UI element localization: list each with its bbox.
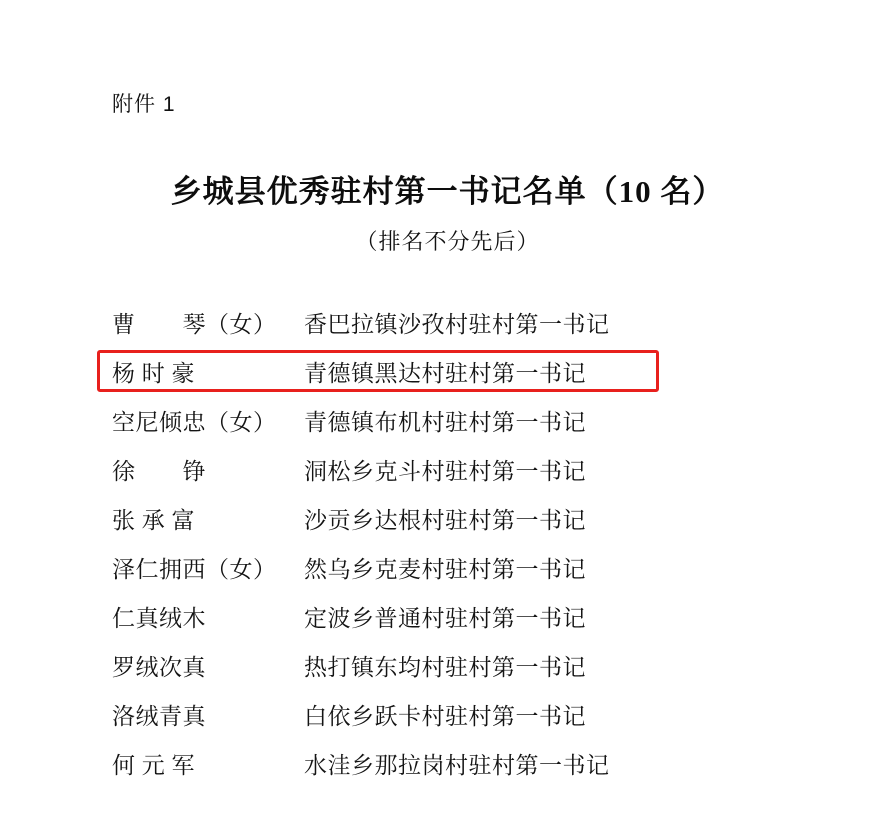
person-role: 然乌乡克麦村驻村第一书记	[304, 557, 586, 582]
list-item	[0, 592, 895, 641]
person-role: 热打镇东均村驻村第一书记	[304, 655, 586, 680]
list-item	[0, 494, 895, 543]
person-role: 沙贡乡达根村驻村第一书记	[304, 508, 586, 533]
person-name: 空尼倾忠（女）	[112, 410, 277, 435]
list-item	[0, 298, 895, 347]
list-item	[0, 641, 895, 690]
attachment-label: 附件 1	[112, 93, 176, 116]
person-name: 曹 琴（女）	[112, 312, 277, 337]
person-name: 泽仁拥西（女）	[112, 557, 277, 582]
person-name: 何 元 军	[112, 753, 195, 778]
person-role: 洞松乡克斗村驻村第一书记	[304, 459, 586, 484]
person-name: 张 承 富	[112, 508, 195, 533]
list-item	[0, 543, 895, 592]
name-list	[0, 298, 895, 788]
page-subtitle: （排名不分先后）	[355, 229, 540, 254]
list-item	[0, 347, 895, 396]
person-name: 仁真绒木	[112, 606, 206, 631]
person-role: 水洼乡那拉岗村驻村第一书记	[304, 753, 610, 778]
person-role: 定波乡普通村驻村第一书记	[304, 606, 586, 631]
person-role: 青德镇黑达村驻村第一书记	[304, 361, 586, 386]
list-item	[0, 396, 895, 445]
person-name: 徐 铮	[112, 459, 206, 484]
person-role: 青德镇布机村驻村第一书记	[304, 410, 586, 435]
list-item	[0, 445, 895, 494]
person-role: 香巴拉镇沙孜村驻村第一书记	[304, 312, 610, 337]
list-item	[0, 690, 895, 739]
person-name: 杨 时 豪	[112, 361, 195, 386]
page-title: 乡城县优秀驻村第一书记名单（10 名）	[170, 174, 725, 209]
person-name: 罗绒次真	[112, 655, 206, 680]
person-name: 洛绒青真	[112, 704, 206, 729]
person-role: 白依乡跃卡村驻村第一书记	[304, 704, 586, 729]
list-item	[0, 739, 895, 788]
